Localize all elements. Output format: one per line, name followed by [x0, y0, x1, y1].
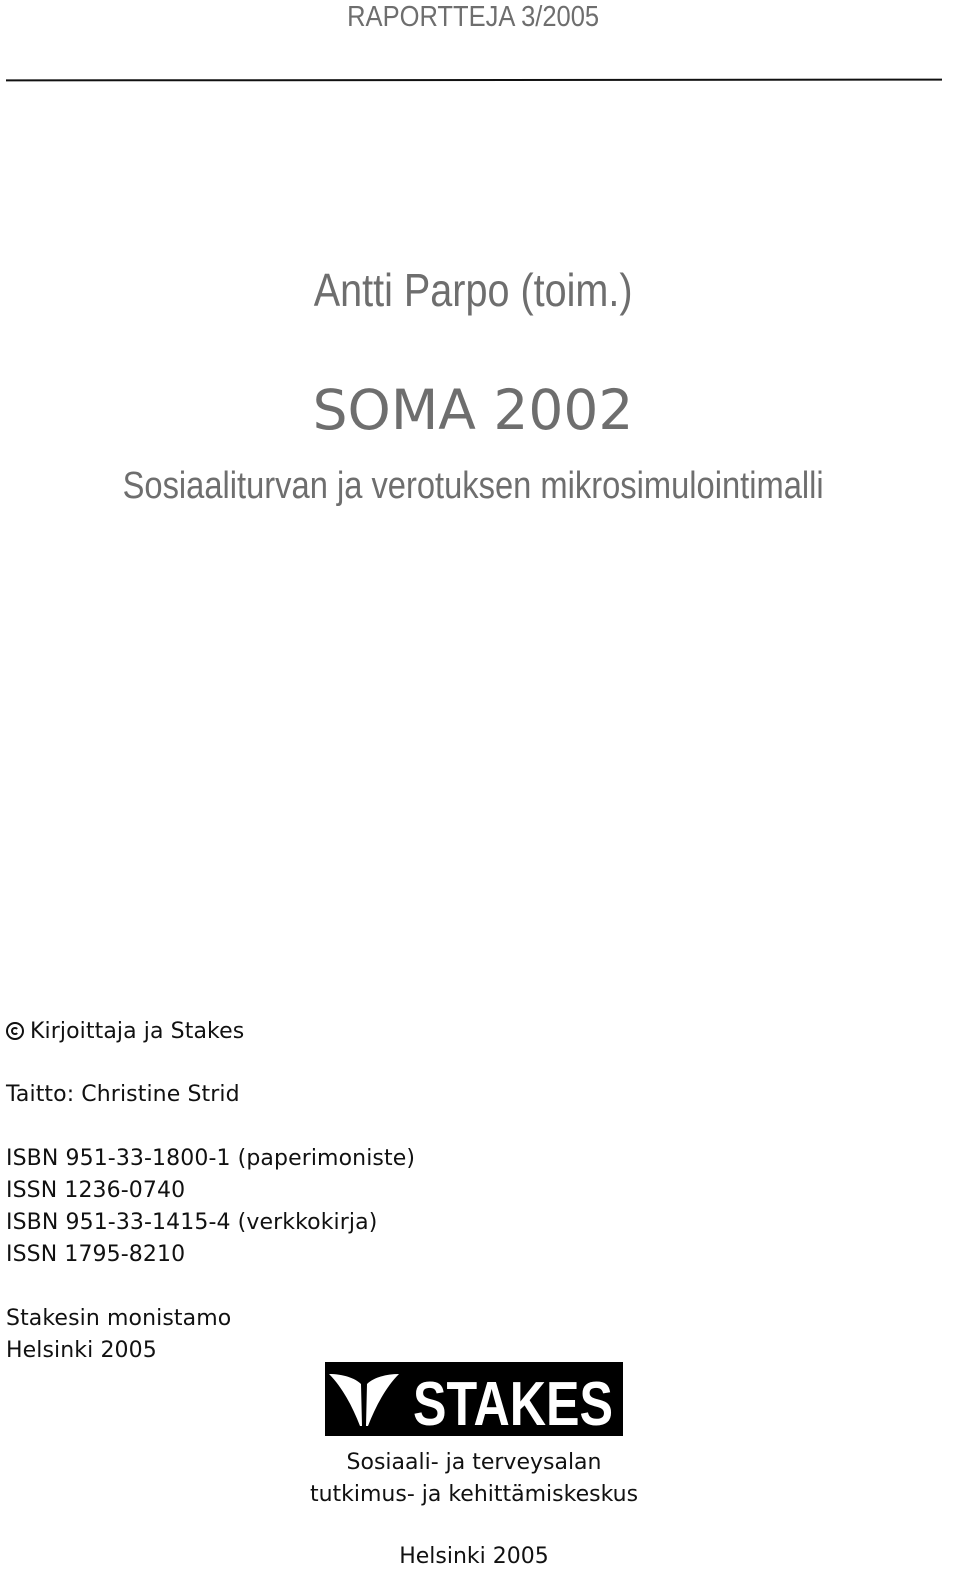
series-label: RAPORTTEJA 3/2005: [347, 1, 600, 33]
page-title: SOMA 2002: [312, 378, 634, 442]
identifier-list: [6, 1143, 415, 1271]
printer-info: [6, 1303, 231, 1367]
identifier-issn-web: ISSN 1795-8210: [6, 1242, 186, 1267]
organization-name: [200, 1447, 748, 1511]
stakes-v-emblem-icon: [329, 1374, 399, 1426]
stakes-wordmark: STAKES: [413, 1370, 613, 1439]
identifier-issn-print: ISSN 1236-0740: [6, 1178, 186, 1203]
identifier-isbn-web: ISBN 951-33-1415-4 (verkkokirja): [6, 1210, 378, 1235]
print-place-year: Helsinki 2005: [6, 1338, 157, 1363]
organization-line-1: Sosiaali- ja terveysalan: [346, 1450, 602, 1475]
copyright-notice: [6, 1016, 244, 1048]
page-subtitle: Sosiaaliturvan ja verotuksen mikrosimulointimalli: [122, 465, 824, 507]
identifier-isbn-print: ISBN 951-33-1800-1 (paperimoniste): [6, 1146, 416, 1171]
organization-line-2: tutkimus- ja kehittämiskeskus: [309, 1482, 639, 1507]
copyright-icon: [6, 1022, 24, 1040]
header-rule: [6, 79, 942, 82]
copyright-holder: Kirjoittaja ja Stakes: [30, 1019, 245, 1044]
author-name: Antti Parpo (toim.): [313, 264, 633, 316]
printer-name: Stakesin monistamo: [6, 1306, 232, 1331]
stakes-logo: [325, 1362, 623, 1439]
layout-credit: [6, 1079, 240, 1111]
layout-credit-text: Taitto: Christine Strid: [6, 1082, 240, 1107]
publication-place-year: Helsinki 2005: [399, 1544, 549, 1569]
